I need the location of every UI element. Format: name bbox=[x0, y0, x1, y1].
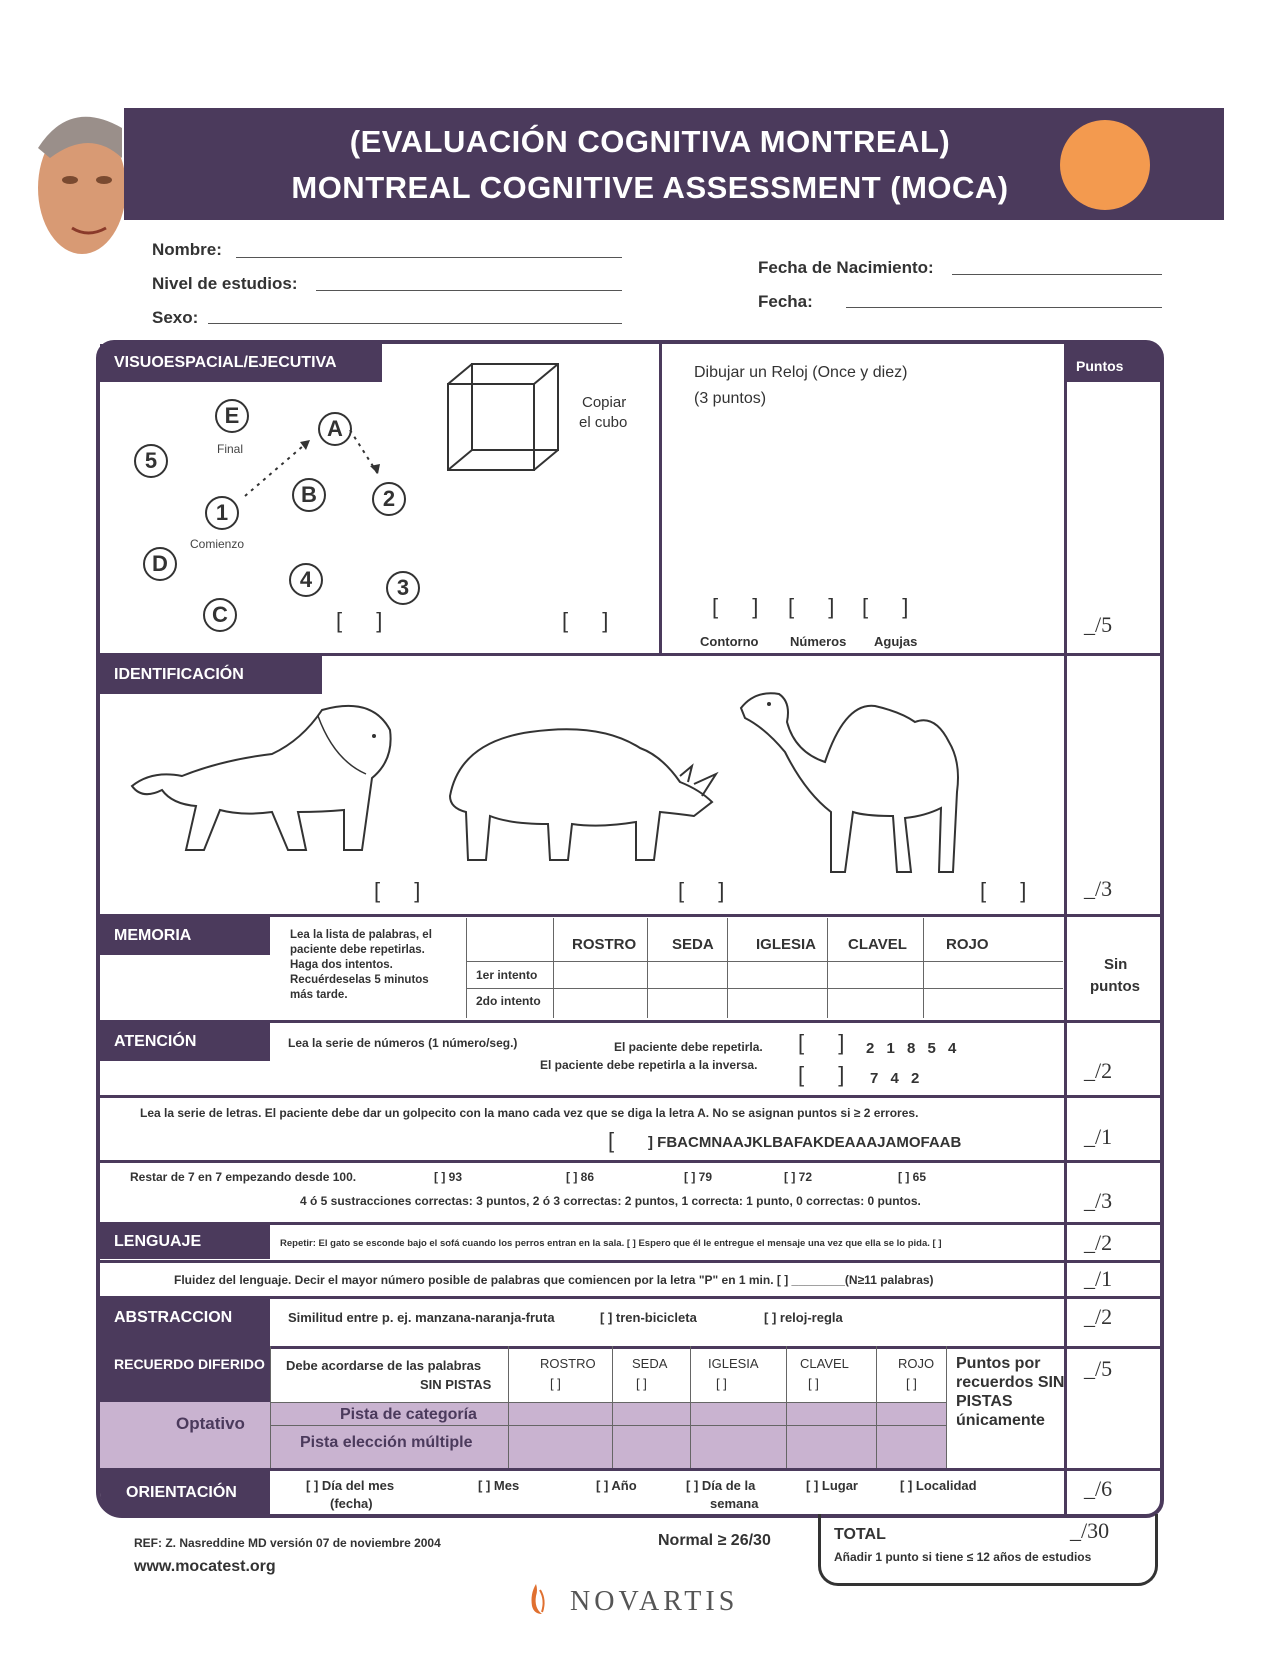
recall-score[interactable]: _/5 bbox=[1084, 1356, 1113, 1381]
subtract-score[interactable]: _/3 bbox=[1084, 1188, 1113, 1213]
name-label: Nombre: bbox=[152, 240, 222, 259]
title-english: MONTREAL COGNITIVE ASSESSMENT (MOCA) bbox=[291, 170, 1009, 205]
subtraction-2[interactable]: [ ] 86 bbox=[566, 1170, 595, 1184]
trail-node-2: 2 bbox=[372, 482, 406, 516]
recall-bracket-2[interactable]: [ ] bbox=[636, 1376, 647, 1391]
memory-word-2: SEDA bbox=[672, 936, 714, 953]
trail-node-3: 3 bbox=[386, 571, 420, 605]
normal-threshold: Normal ≥ 26/30 bbox=[658, 1532, 771, 1549]
cube-bracket[interactable]: [ ] bbox=[562, 608, 623, 633]
visuo-score[interactable]: _/5 bbox=[1084, 612, 1113, 637]
orientation-score[interactable]: _/6 bbox=[1084, 1476, 1113, 1501]
abstraction-score[interactable]: _/2 bbox=[1084, 1304, 1113, 1329]
memory-instructions: Lea la lista de palabras, el paciente debe repetirlas. Haga dos intentos. Recuérdeselas 5 minutos más tarde. bbox=[290, 929, 432, 1001]
digits-score[interactable]: _/2 bbox=[1084, 1058, 1113, 1083]
novartis-logo-icon bbox=[524, 1582, 548, 1616]
divider-recall bbox=[270, 1346, 1164, 1349]
recall-word-3: IGLESIA bbox=[708, 1356, 759, 1371]
trail-bracket[interactable]: [ ] bbox=[336, 608, 397, 633]
recall-col-4 bbox=[786, 1346, 787, 1468]
novartis-brand: NOVARTIS bbox=[570, 1586, 739, 1617]
identification-score[interactable]: _/3 bbox=[1084, 876, 1113, 901]
final-label: Final bbox=[217, 442, 244, 456]
repeat-score[interactable]: _/2 bbox=[1084, 1230, 1113, 1255]
recall-bracket-3[interactable]: [ ] bbox=[716, 1376, 727, 1391]
total-label: TOTAL bbox=[834, 1526, 886, 1543]
trail-node-d: D bbox=[143, 547, 177, 581]
recall-col-5 bbox=[876, 1346, 877, 1468]
start-label: Comienzo bbox=[190, 537, 245, 551]
attempt-1-label: 1er intento bbox=[476, 968, 538, 982]
orientation-city[interactable]: [ ] Localidad bbox=[900, 1478, 977, 1493]
trail-node-c: C bbox=[203, 598, 237, 632]
clock-numbers-label: Números bbox=[790, 634, 847, 649]
language-tab: LENGUAJE bbox=[100, 1225, 270, 1259]
orientation-tab: ORIENTACIÓN bbox=[126, 1484, 237, 1501]
orientation-weekday[interactable]: [ ] Día de la bbox=[686, 1478, 756, 1493]
no-points-1: Sin bbox=[1104, 956, 1128, 973]
title-spanish: (EVALUACIÓN COGNITIVA MONTREAL) bbox=[349, 124, 951, 159]
subtraction-3[interactable]: [ ] 79 bbox=[684, 1170, 713, 1184]
backward-digits: 7 4 2 bbox=[870, 1070, 924, 1087]
abstraction-item-1[interactable]: [ ] tren-bicicleta bbox=[600, 1310, 697, 1325]
clock-bracket-numbers[interactable]: [ ] bbox=[788, 594, 849, 619]
clock-contour-label: Contorno bbox=[700, 634, 759, 649]
orientation-month[interactable]: [ ] Mes bbox=[478, 1478, 520, 1493]
clock-points: (3 puntos) bbox=[694, 390, 767, 407]
trail-node-a: A bbox=[318, 412, 352, 446]
recall-col-6 bbox=[946, 1346, 947, 1468]
fluency-text: Fluidez del lenguaje. Decir el mayor número posible de palabras que comiencen por la letra "P" en 1 min. [ ] ________(N≥11 palabras) bbox=[174, 1273, 934, 1287]
backward-bracket[interactable]: [ ] bbox=[798, 1062, 859, 1087]
memory-table bbox=[466, 918, 1062, 1018]
attention-tab: ATENCIÓN bbox=[100, 1023, 270, 1061]
sex-field[interactable] bbox=[208, 323, 622, 324]
recall-tab: RECUERDO DIFERIDO bbox=[114, 1356, 265, 1372]
attempt-2-label: 2do intento bbox=[476, 994, 541, 1008]
birth-label: Fecha de Nacimiento: bbox=[758, 258, 934, 277]
orientation-day[interactable]: [ ] Día del mes bbox=[306, 1478, 395, 1493]
birth-field[interactable] bbox=[952, 274, 1162, 275]
recall-row-line bbox=[270, 1402, 946, 1403]
forward-bracket[interactable]: [ ] bbox=[798, 1030, 859, 1055]
category-cue-label: Pista de categoría bbox=[340, 1406, 477, 1423]
orange-circle bbox=[1060, 120, 1150, 210]
letters-score[interactable]: _/1 bbox=[1084, 1124, 1113, 1149]
recall-instr-1: Debe acordarse de las palabras bbox=[286, 1358, 482, 1373]
memory-word-4: CLAVEL bbox=[848, 936, 907, 953]
sex-label: Sexo: bbox=[152, 308, 199, 327]
multiple-cue-label: Pista elección múltiple bbox=[300, 1434, 473, 1451]
recall-bracket-1[interactable]: [ ] bbox=[550, 1376, 561, 1391]
cube-label-1: Copiar bbox=[582, 394, 627, 411]
divider-fluency bbox=[100, 1260, 1164, 1263]
divider-subtract bbox=[100, 1160, 1164, 1163]
letters-intro: Lea la serie de letras. El paciente debe dar un golpecito con la mano cada vez que se diga la letra A. No se asignan puntos si ≥ 2 errores. bbox=[140, 1106, 919, 1120]
trail-node-b: B bbox=[292, 478, 326, 512]
clock-bracket-hands[interactable]: [ ] bbox=[862, 594, 923, 619]
letters-bracket[interactable]: [ bbox=[608, 1128, 615, 1153]
clock-title: Dibujar un Reloj (Once y diez) bbox=[694, 364, 908, 381]
subtraction-4[interactable]: [ ] 72 bbox=[784, 1170, 813, 1184]
education-label: Nivel de estudios: bbox=[152, 274, 298, 293]
recall-col-1 bbox=[508, 1346, 509, 1468]
footer-ref: REF: Z. Nasreddine MD versión 07 de noviembre 2004 bbox=[134, 1536, 441, 1550]
points-header: Puntos bbox=[1076, 358, 1124, 374]
memory-word-3: IGLESIA bbox=[756, 936, 817, 953]
name-field[interactable] bbox=[236, 257, 622, 258]
footer-web[interactable]: www.mocatest.org bbox=[134, 1558, 276, 1575]
memory-tab: MEMORIA bbox=[100, 917, 270, 955]
subtraction-1[interactable]: [ ] 93 bbox=[434, 1170, 463, 1184]
recall-word-1: ROSTRO bbox=[540, 1356, 596, 1371]
divider-letters bbox=[100, 1095, 1164, 1098]
date-field[interactable] bbox=[846, 307, 1162, 308]
recall-col-2 bbox=[612, 1346, 613, 1468]
abstraction-tab: ABSTRACCION bbox=[100, 1299, 270, 1337]
backward-label: El paciente debe repetirla a la inversa. bbox=[540, 1058, 758, 1072]
trail-node-e: E bbox=[215, 399, 249, 433]
fluency-score[interactable]: _/1 bbox=[1084, 1266, 1113, 1291]
points-divider bbox=[1064, 342, 1067, 1514]
forward-label: El paciente debe repetirla. bbox=[614, 1040, 763, 1054]
subtraction-5[interactable]: [ ] 65 bbox=[898, 1170, 927, 1184]
recall-bracket-5[interactable]: [ ] bbox=[906, 1376, 917, 1391]
recall-bracket-4[interactable]: [ ] bbox=[808, 1376, 819, 1391]
recall-note: Puntos por recuerdos SIN PISTAS únicamente bbox=[956, 1355, 1065, 1429]
subtract-intro: Restar de 7 en 7 empezando desde 100. bbox=[130, 1170, 357, 1184]
letters-series: ] FBACMNAAJKLBAFAKDEAAAJAMOFAAB bbox=[648, 1134, 962, 1151]
abstraction-item-2[interactable]: [ ] reloj-regla bbox=[764, 1310, 843, 1325]
orientation-weekday-sub: semana bbox=[710, 1496, 759, 1511]
recall-instr-2: SIN PISTAS bbox=[420, 1377, 492, 1392]
clock-hands-label: Agujas bbox=[874, 634, 918, 649]
orientation-year[interactable]: [ ] Año bbox=[596, 1478, 637, 1493]
recall-col-3 bbox=[690, 1346, 691, 1468]
clock-bracket-contour[interactable]: [ ] bbox=[712, 594, 773, 619]
visuo-tab: VISUOESPACIAL/EJECUTIVA bbox=[100, 344, 382, 382]
education-field[interactable] bbox=[316, 290, 622, 291]
cue-row-line bbox=[270, 1425, 946, 1426]
subtract-rule: 4 ó 5 sustracciones correctas: 3 puntos, 2 ó 3 correctas: 2 puntos, 1 correcta: 1 punto, 0 correctas: 0 puntos. bbox=[300, 1194, 921, 1208]
lion-bracket[interactable]: [ ] bbox=[374, 878, 435, 903]
date-label: Fecha: bbox=[758, 292, 813, 311]
recall-word-2: SEDA bbox=[632, 1356, 668, 1371]
rhino-bracket[interactable]: [ ] bbox=[678, 878, 739, 903]
optional-band bbox=[100, 1402, 946, 1468]
optional-label: Optativo bbox=[176, 1414, 245, 1433]
identification-tab: IDENTIFICACIÓN bbox=[100, 656, 322, 694]
memory-word-5: ROJO bbox=[946, 936, 989, 953]
lion-drawing bbox=[122, 700, 402, 880]
recall-word-4: CLAVEL bbox=[800, 1356, 849, 1371]
trail-node-1: 1 bbox=[205, 496, 239, 530]
digits-intro: Lea la serie de números (1 número/seg.) bbox=[288, 1036, 518, 1050]
orientation-place[interactable]: [ ] Lugar bbox=[806, 1478, 858, 1493]
no-points-2: puntos bbox=[1090, 978, 1140, 995]
orientation-day-sub: (fecha) bbox=[330, 1496, 373, 1511]
camel-bracket[interactable]: [ ] bbox=[980, 878, 1041, 903]
portrait-image bbox=[30, 88, 124, 274]
camel-drawing bbox=[735, 682, 985, 882]
cube-label-2: el cubo bbox=[579, 414, 628, 431]
memory-word-1: ROSTRO bbox=[572, 936, 637, 953]
total-note: Añadir 1 punto si tiene ≤ 12 años de estudios bbox=[834, 1550, 1092, 1564]
rhino-drawing bbox=[440, 712, 720, 882]
abstraction-text: Similitud entre p. ej. manzana-naranja-fruta bbox=[288, 1310, 555, 1325]
trail-node-4: 4 bbox=[289, 563, 323, 597]
forward-digits: 2 1 8 5 4 bbox=[866, 1040, 961, 1057]
recall-word-5: ROJO bbox=[898, 1356, 935, 1371]
recall-col-0 bbox=[270, 1346, 271, 1468]
total-score[interactable]: _/30 bbox=[1070, 1518, 1110, 1543]
repeat-sentences: Repetir: El gato se esconde bajo el sofá cuando los perros entran en la sala. [ ] Espero que él le entregue el mensaje una vez que ella se lo pida. [ ] bbox=[280, 1238, 942, 1249]
cube-drawing bbox=[446, 362, 566, 482]
trail-node-5: 5 bbox=[134, 444, 168, 478]
